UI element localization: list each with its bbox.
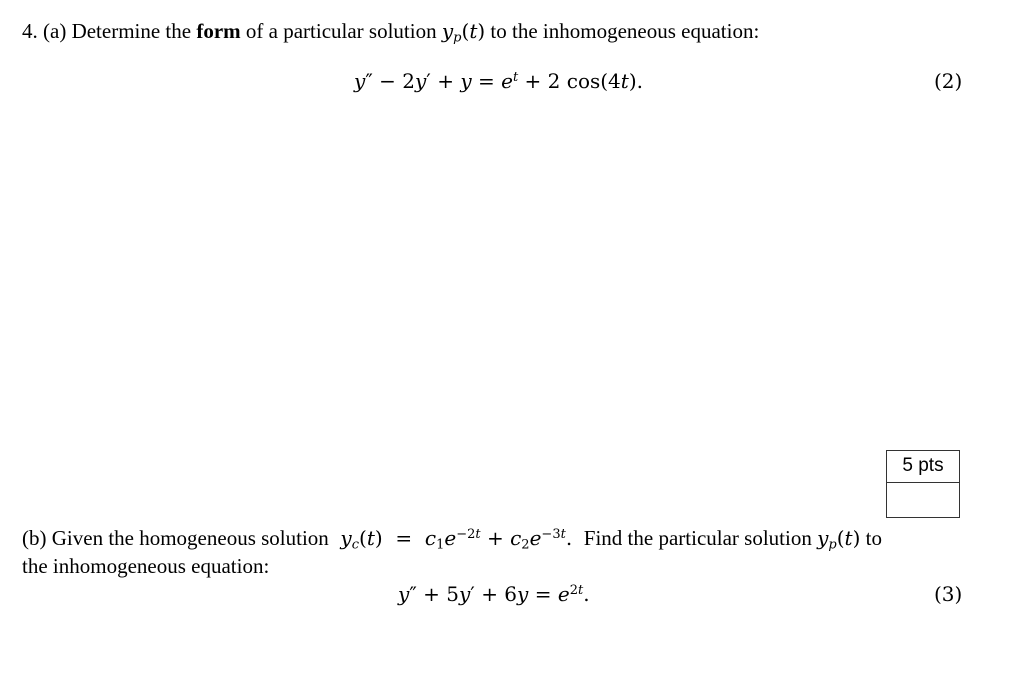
particular-solution-symbol: $y_p(t)$ [441,19,486,46]
problem-a-part-label: (a) [43,19,67,43]
problem-b-part-label: (b) [22,526,47,550]
problem-a-text-before: Determine the [71,19,192,43]
particular-solution-symbol-b: $y_p(t)$ [817,526,861,553]
problem-b-line2: the inhomogeneous equation: [22,554,270,578]
problem-b-text-before: Given the homogeneous solution [51,526,329,550]
problem-b-line1 [22,525,882,551]
homogeneous-solution-formula: $y_c(t) = c_1e^{-2t} + c_2e^{-3t}$. [340,526,579,553]
problem-b-text-middle: Find the particular solution [583,526,812,550]
problem-number: 4. [22,19,38,43]
problem-a-text-after: to the inhomogeneous equation: [490,19,760,43]
points-box [886,450,960,518]
problem-a-bold-word: form [196,19,241,43]
problem-a-text-middle: of a particular solution [245,19,437,43]
equation-b [398,582,590,606]
problem-a-prompt [22,18,759,44]
problem-b-text-end: to [865,526,882,550]
points-label: 5 pts [887,451,959,483]
marks-a: (2) [934,69,963,93]
equation-a-rendered: $y'' - 2y' + y = e^t + 2$ cos(4t). [354,69,643,93]
points-entry-cell[interactable] [887,483,959,518]
equation-a [354,69,643,93]
equation-b-rendered: $y'' + 5y' + 6y = e^{2t}$. [398,582,590,606]
marks-b: (3) [934,582,963,606]
